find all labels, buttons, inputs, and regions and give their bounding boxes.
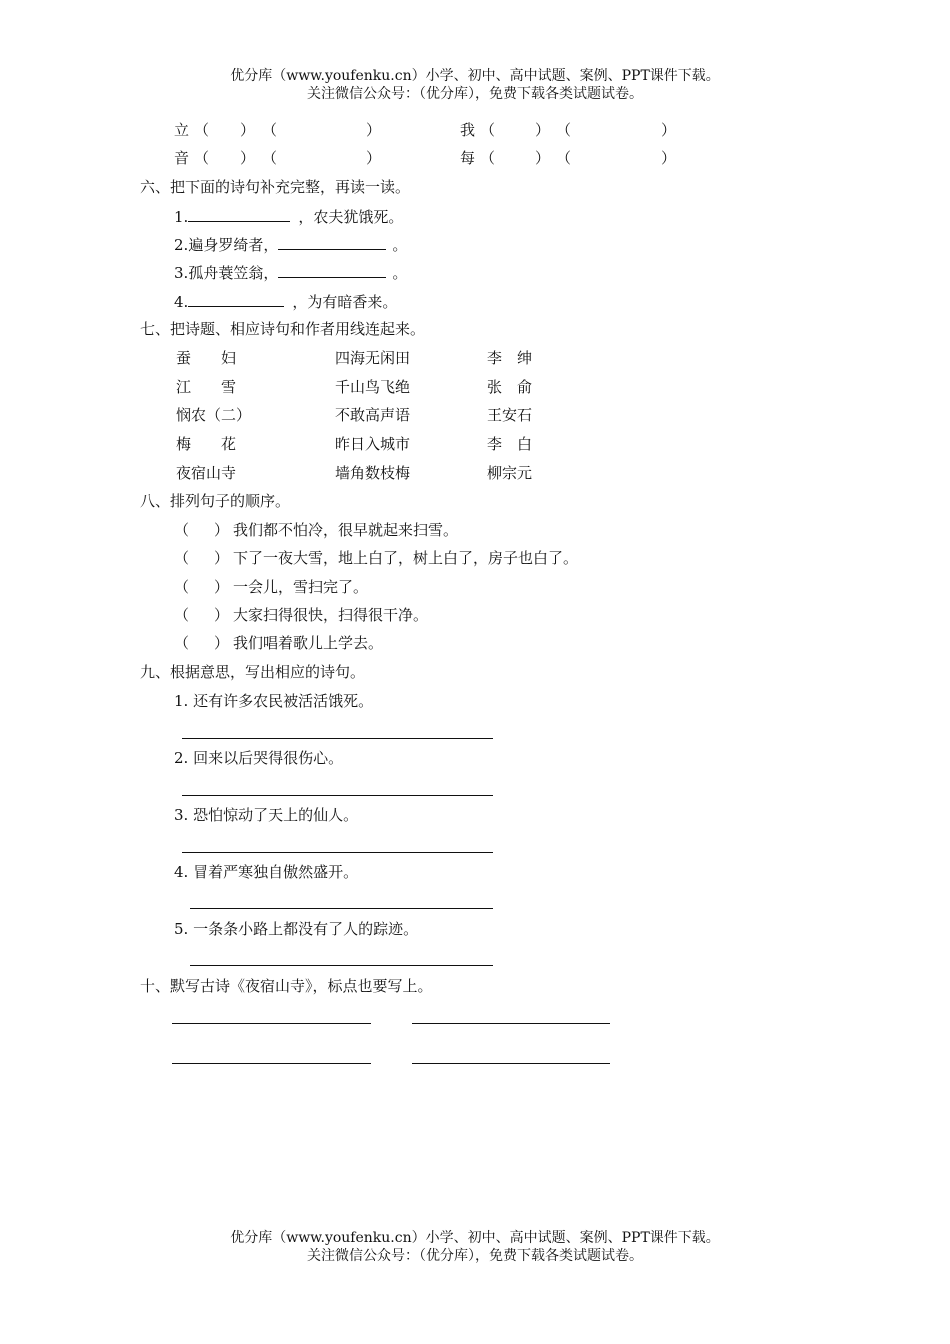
answer-blank[interactable] — [278, 263, 386, 278]
order-paren-close[interactable]: ） — [214, 549, 230, 567]
item-number: 2. — [174, 236, 189, 254]
order-paren-open[interactable]: （ — [174, 578, 190, 596]
answer-line[interactable] — [172, 1023, 371, 1024]
paren-close: ） — [661, 149, 677, 167]
poem-author[interactable]: 柳宗元 — [487, 464, 533, 482]
item-text-after: ，为有暗香来。 — [292, 293, 398, 311]
item-text-before: 孤舟蓑笠翁， — [188, 264, 279, 282]
order-paren-open[interactable]: （ — [174, 606, 190, 624]
section-6-title: 六、把下面的诗句补充完整，再读一读。 — [140, 178, 411, 196]
poem-line[interactable]: 千山鸟飞绝 — [335, 378, 411, 396]
item-number: 1. — [174, 208, 189, 226]
poem-fill-item — [174, 263, 407, 282]
poem-fill-item — [174, 207, 403, 226]
answer-line[interactable] — [190, 908, 493, 909]
order-paren-close[interactable]: ） — [214, 521, 230, 539]
meaning-prompt: 2. 回来以后哭得很伤心。 — [174, 749, 344, 767]
header-line-2: 关注微信公众号：（优分库），免费下载各类试题试卷。 — [307, 86, 643, 102]
poem-title[interactable]: 悯农（二） — [176, 406, 252, 424]
order-paren-close[interactable]: ） — [214, 606, 230, 624]
section-8-title: 八、排列句子的顺序。 — [140, 492, 291, 510]
item-text-after: ，农夫犹饿死。 — [298, 208, 404, 226]
order-paren-open[interactable]: （ — [174, 549, 190, 567]
poem-fill-item — [174, 235, 407, 254]
item-number: 3. — [174, 264, 189, 282]
paren-close: ） — [240, 121, 256, 139]
poem-line[interactable]: 昨日入城市 — [335, 435, 411, 453]
order-sentence: 一会儿，雪扫完了。 — [233, 578, 369, 596]
paren-open: （ — [556, 121, 572, 139]
paren-close: ） — [240, 149, 256, 167]
footer-line-2: 关注微信公众号：（优分库），免费下载各类试题试卷。 — [307, 1248, 643, 1264]
paren-close: ） — [535, 121, 551, 139]
poem-title[interactable]: 夜宿山寺 — [176, 464, 237, 482]
poem-line[interactable]: 墙角数枝梅 — [335, 464, 411, 482]
order-sentence: 下了一夜大雪，地上白了，树上白了，房子也白了。 — [233, 549, 579, 567]
paren-close: ） — [535, 149, 551, 167]
poem-fill-item — [174, 292, 397, 311]
order-sentence: 大家扫得很快，扫得很干净。 — [233, 606, 429, 624]
answer-line[interactable] — [172, 1063, 371, 1064]
poem-title[interactable]: 蚕 妇 — [176, 349, 237, 367]
paren-open: （ — [194, 121, 210, 139]
order-paren-open[interactable]: （ — [174, 634, 190, 652]
poem-author[interactable]: 张 俞 — [487, 378, 533, 396]
meaning-prompt: 4. 冒着严寒独自傲然盛开。 — [174, 863, 359, 881]
paren-close: ） — [366, 121, 382, 139]
char-left: 立 — [174, 121, 190, 139]
paren-open: （ — [262, 121, 278, 139]
meaning-prompt: 5. 一条条小路上都没有了人的踪迹。 — [174, 920, 419, 938]
answer-line[interactable] — [182, 852, 493, 853]
poem-author[interactable]: 李 绅 — [487, 349, 533, 367]
paren-open: （ — [194, 149, 210, 167]
section-10-title: 十、默写古诗《夜宿山寺》，标点也要写上。 — [140, 977, 433, 995]
item-number: 4. — [174, 293, 189, 311]
paren-open: （ — [556, 149, 572, 167]
char-right: 我 — [460, 121, 476, 139]
order-paren-close[interactable]: ） — [214, 578, 230, 596]
answer-line[interactable] — [190, 965, 493, 966]
paren-close: ） — [661, 121, 677, 139]
char-right: 每 — [460, 149, 476, 167]
section-9-title: 九、根据意思，写出相应的诗句。 — [140, 663, 366, 681]
item-text-before: 遍身罗绮者， — [188, 236, 279, 254]
poem-title[interactable]: 江 雪 — [176, 378, 237, 396]
poem-author[interactable]: 李 白 — [487, 435, 533, 453]
answer-blank[interactable] — [188, 292, 284, 307]
poem-author[interactable]: 王安石 — [487, 406, 533, 424]
answer-line[interactable] — [412, 1063, 610, 1064]
meaning-prompt: 3. 恐怕惊动了天上的仙人。 — [174, 806, 359, 824]
footer-line-1: 优分库（www.youfenku.cn）小学、初中、高中试题、案例、PPT课件下载。 — [230, 1230, 720, 1246]
answer-line[interactable] — [182, 795, 493, 796]
order-sentence: 我们都不怕冷，很早就起来扫雪。 — [233, 521, 459, 539]
paren-open: （ — [480, 149, 496, 167]
poem-title[interactable]: 梅 花 — [176, 435, 237, 453]
paren-open: （ — [480, 121, 496, 139]
poem-line[interactable]: 四海无闲田 — [335, 349, 411, 367]
order-paren-open[interactable]: （ — [174, 521, 190, 539]
poem-line[interactable]: 不敢高声语 — [335, 406, 411, 424]
item-text-after: 。 — [392, 236, 408, 254]
order-paren-close[interactable]: ） — [214, 634, 230, 652]
paren-close: ） — [366, 149, 382, 167]
paren-open: （ — [262, 149, 278, 167]
section-7-title: 七、把诗题、相应诗句和作者用线连起来。 — [140, 320, 426, 338]
answer-blank[interactable] — [278, 235, 386, 250]
answer-line[interactable] — [412, 1023, 610, 1024]
item-text-after: 。 — [392, 264, 408, 282]
answer-line[interactable] — [182, 738, 493, 739]
header-line-1: 优分库（www.youfenku.cn）小学、初中、高中试题、案例、PPT课件下载。 — [230, 68, 720, 84]
order-sentence: 我们唱着歌儿上学去。 — [233, 634, 384, 652]
char-left: 音 — [174, 149, 190, 167]
meaning-prompt: 1. 还有许多农民被活活饿死。 — [174, 692, 374, 710]
answer-blank[interactable] — [188, 207, 290, 222]
